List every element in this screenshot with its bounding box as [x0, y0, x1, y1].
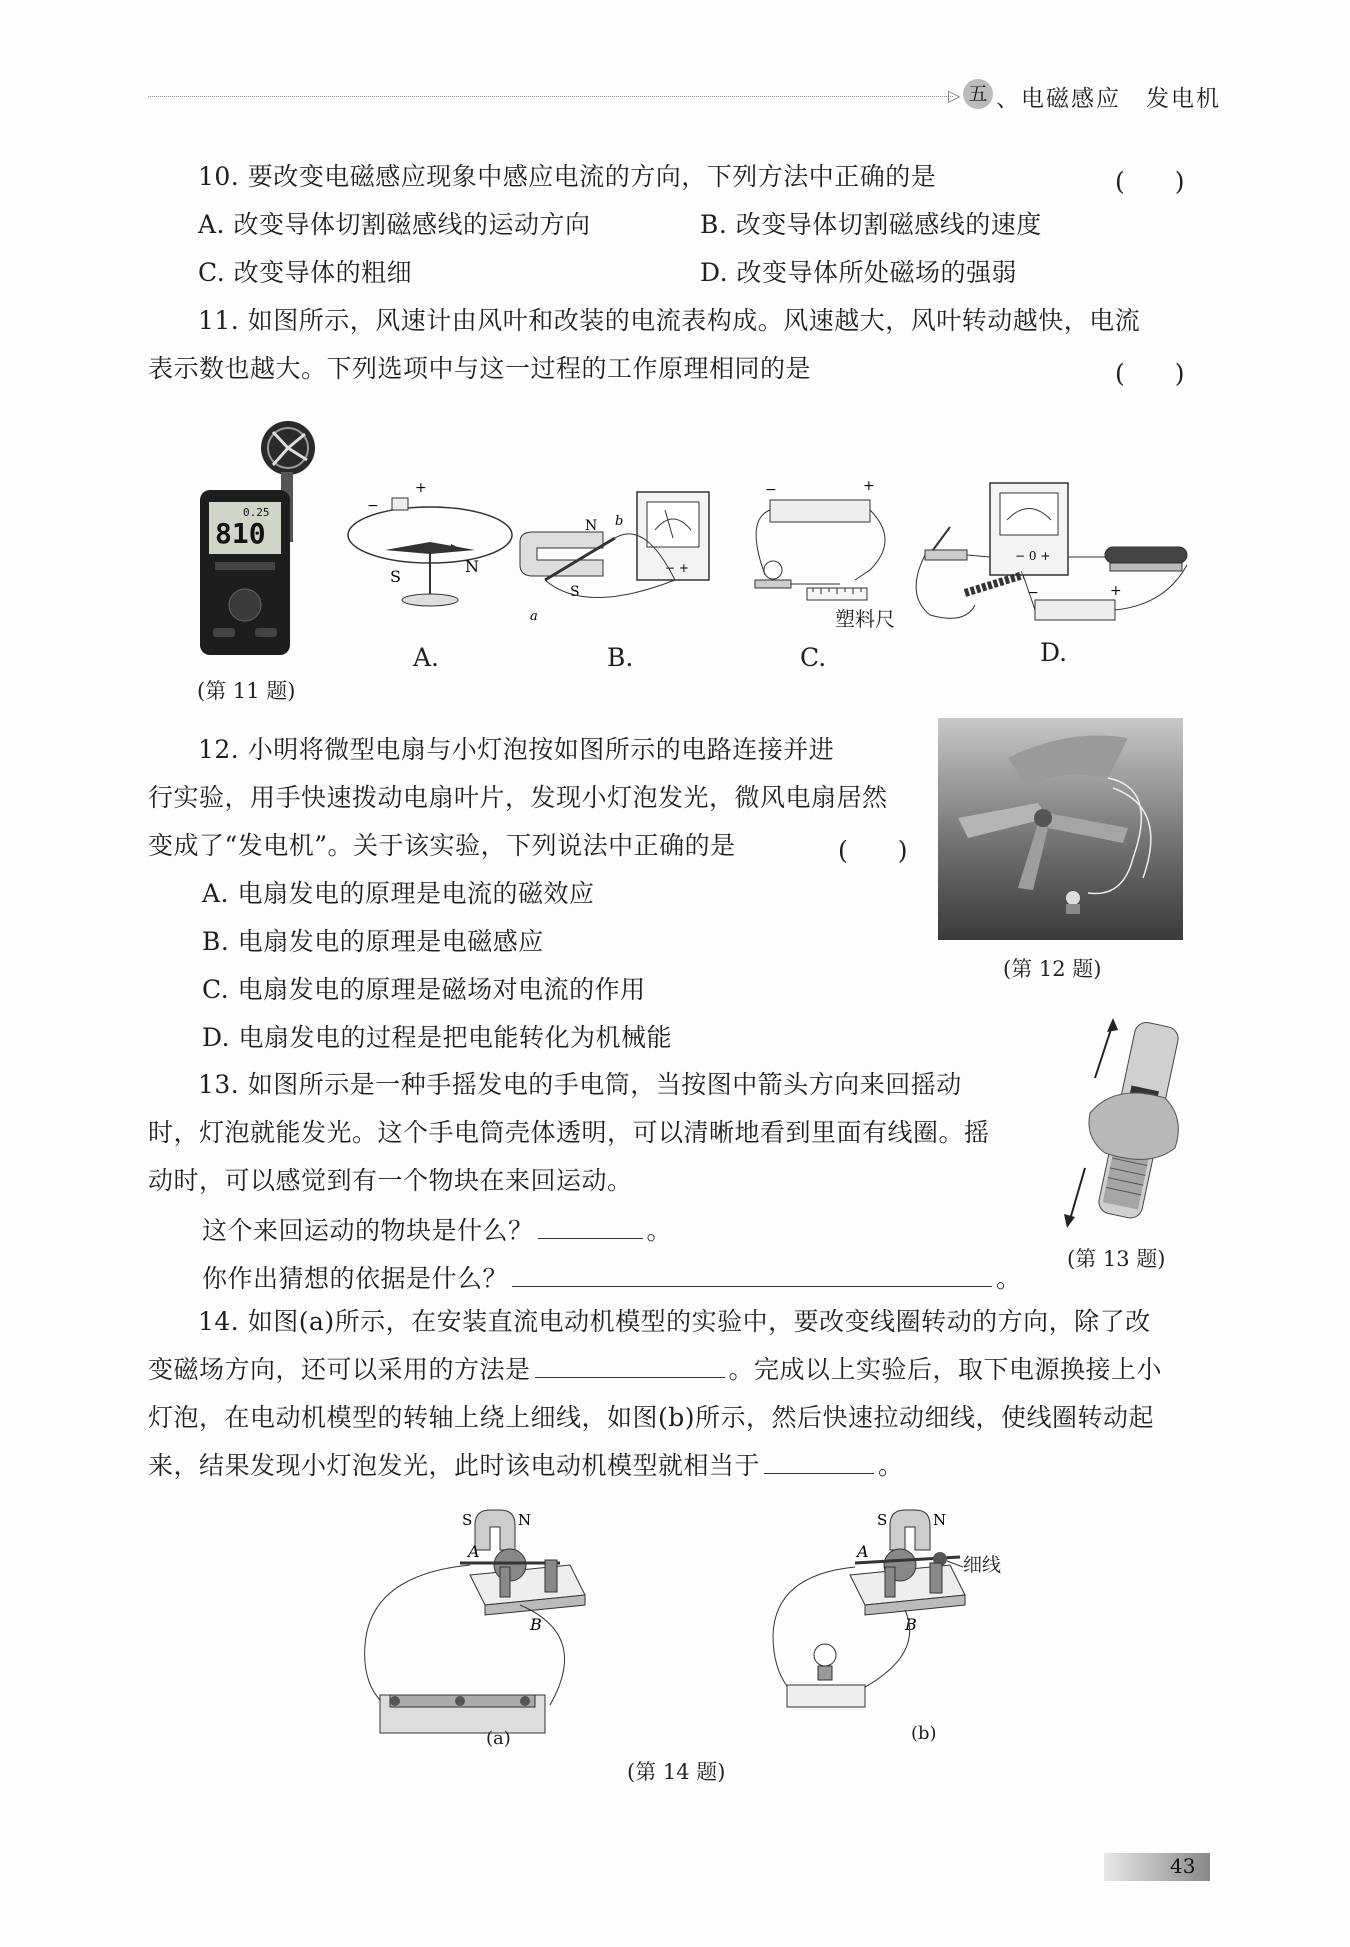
svg-text:N: N	[518, 1511, 532, 1529]
q12-caption: (第 12 题)	[1003, 957, 1102, 981]
svg-text:− +: − +	[665, 561, 689, 575]
q12-option-b: B. 电扇发电的原理是电磁感应	[202, 927, 544, 956]
q13-answer-blank-1[interactable]	[538, 1216, 643, 1239]
svg-text:+: +	[1110, 583, 1122, 599]
svg-text:A: A	[468, 1542, 480, 1561]
q10-option-a: A. 改变导体切割磁感线的运动方向	[198, 210, 591, 239]
q11-figure-d-label: D.	[1040, 638, 1068, 667]
q14-line-1: 14. 如图(a)所示，在安装直流电动机模型的实验中，要改变线圈转动的方向，除了改	[198, 1307, 1151, 1336]
q14-caption: (第 14 题)	[627, 1760, 726, 1784]
page-number: 43	[1170, 1854, 1196, 1878]
q12-option-d: D. 电扇发电的过程是把电能转化为机械能	[202, 1023, 673, 1052]
plastic-ruler-label: 塑料尺	[835, 607, 895, 631]
q14-figure-b-label: (b)	[911, 1723, 937, 1744]
q12-line-1: 12. 小明将微型电扇与小灯泡按如图所示的电路连接并进	[198, 735, 835, 764]
thread-label: 细线	[963, 1554, 1002, 1576]
svg-text:a: a	[530, 609, 538, 624]
q14-line-4-start: 来，结果发现小灯泡发光，此时该电动机模型就相当于	[148, 1451, 761, 1480]
q14-line-4	[148, 1449, 904, 1483]
q14-figure-a-label: (a)	[486, 1728, 511, 1749]
svg-text:S: S	[570, 584, 580, 600]
svg-text:S: S	[462, 1511, 473, 1529]
q10-option-d: D. 改变导体所处磁场的强弱	[700, 258, 1018, 287]
header-rule	[148, 96, 953, 97]
q14-figure-a	[350, 1505, 600, 1735]
q14-line-2-end: 。完成以上实验后，取下电源换接上小	[728, 1355, 1163, 1384]
fan-generator-photo	[938, 718, 1183, 940]
q13-line-1: 13. 如图所示是一种手摇发电的手电筒，当按图中箭头方向来回摇动	[198, 1070, 962, 1099]
q13-line-3: 动时，可以感觉到有一个物块在来回运动。	[148, 1166, 633, 1195]
q14-line-2-start: 变磁场方向，还可以采用的方法是	[148, 1355, 531, 1384]
q10-stem: 10. 要改变电磁感应现象中感应电流的方向，下列方法中正确的是	[198, 162, 937, 191]
svg-text:N: N	[933, 1511, 947, 1529]
q14-answer-blank-1[interactable]	[535, 1355, 725, 1378]
chapter-number-badge: 五	[963, 79, 993, 109]
q10-answer-paren: ( )	[1115, 167, 1185, 196]
svg-text:+: +	[415, 480, 427, 496]
q11-figure-a	[345, 480, 515, 630]
q13-question-1	[202, 1214, 672, 1248]
svg-text:b: b	[615, 514, 624, 529]
q11-caption: (第 11 题)	[197, 679, 296, 703]
q14-line-3: 灯泡，在电动机模型的转轴上绕上细线，如图(b)所示，然后快速拉动细线，使线圈转动起	[148, 1403, 1155, 1432]
q12-option-a: A. 电扇发电的原理是电流的磁效应	[202, 879, 595, 908]
svg-text:B: B	[905, 1615, 917, 1634]
q14-line-2	[148, 1353, 1162, 1387]
meter-reading: 810	[215, 517, 266, 550]
q11-figure-a-label: A.	[413, 643, 440, 672]
q11-figure-b	[515, 480, 715, 630]
q12-answer-paren: ( )	[838, 836, 908, 865]
q11-figure-c-label: C.	[800, 643, 827, 672]
svg-text:− 0 +: − 0 +	[1015, 549, 1051, 563]
q14-line-4-end: 。	[878, 1451, 904, 1480]
q11-answer-paren: ( )	[1115, 359, 1185, 388]
shake-flashlight-photo	[1055, 1018, 1190, 1228]
svg-text:S: S	[877, 1511, 888, 1529]
q13-caption: (第 13 题)	[1067, 1247, 1166, 1271]
anemometer-photo	[195, 420, 335, 660]
q12-option-c: C. 电扇发电的原理是磁场对电流的作用	[202, 975, 646, 1004]
q10-option-c: C. 改变导体的粗细	[198, 258, 413, 287]
q13-line-2: 时，灯泡就能发光。这个手电筒壳体透明，可以清晰地看到里面有线圈。摇	[148, 1118, 990, 1147]
svg-text:S: S	[390, 567, 401, 586]
meter-small-reading: 0.25	[243, 506, 270, 519]
header-arrow-icon: ▷	[948, 86, 961, 105]
svg-text:−: −	[765, 482, 777, 498]
svg-text:−: −	[367, 498, 379, 514]
q13-question-2-end: 。	[996, 1264, 1022, 1293]
q14-answer-blank-2[interactable]	[764, 1451, 874, 1474]
q11-line-1: 11. 如图所示，风速计由风叶和改装的电流表构成。风速越大，风叶转动越快，电流	[198, 306, 1141, 335]
q11-figure-b-label: B.	[607, 643, 634, 672]
svg-text:−: −	[1027, 585, 1039, 601]
q13-question-2-text: 你作出猜想的依据是什么？	[202, 1264, 509, 1293]
svg-text:N: N	[585, 518, 598, 534]
svg-text:A: A	[857, 1542, 869, 1561]
svg-text:B: B	[530, 1615, 542, 1634]
q12-line-3: 变成了“发电机”。关于该实验，下列说法中正确的是	[148, 831, 736, 860]
q13-answer-blank-2[interactable]	[512, 1264, 992, 1287]
svg-text:N: N	[465, 557, 479, 576]
q14-figure-b	[765, 1505, 975, 1705]
q11-figure-d	[905, 475, 1205, 645]
q12-line-2: 行实验，用手快速拨动电扇叶片，发现小灯泡发光，微风电扇居然	[148, 783, 888, 812]
q10-option-b: B. 改变导体切割磁感线的速度	[700, 210, 1042, 239]
q13-question-2	[202, 1262, 1022, 1296]
chapter-title: 、电磁感应 发电机	[996, 86, 1221, 112]
fan-drawing	[938, 718, 1183, 940]
svg-text:+: +	[863, 478, 875, 494]
q13-question-1-text: 这个来回运动的物块是什么？	[202, 1216, 534, 1245]
q11-line-2: 表示数也越大。下列选项中与这一过程的工作原理相同的是	[148, 354, 812, 383]
flashlight-drawing	[1055, 1018, 1190, 1228]
q13-question-1-end: 。	[646, 1216, 673, 1245]
